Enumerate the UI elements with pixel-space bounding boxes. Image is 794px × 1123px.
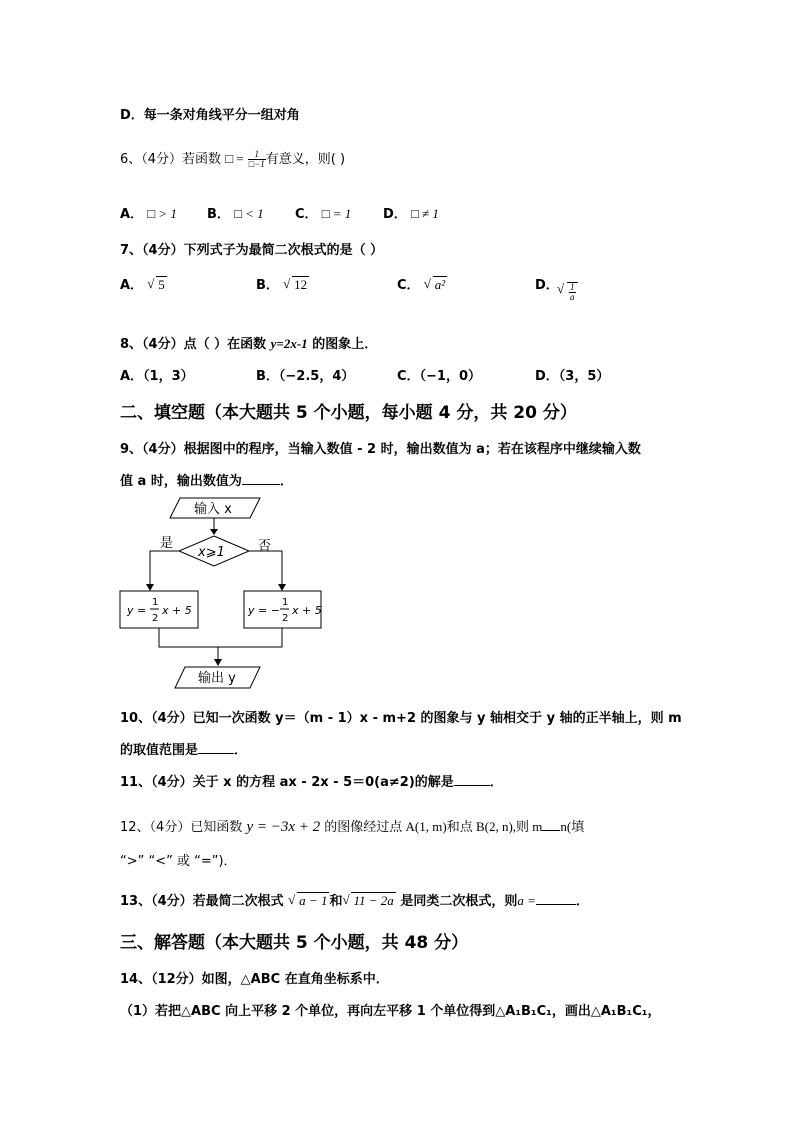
q13-prefix: 13、（4分）若最简二次根式 bbox=[120, 894, 284, 909]
q9-line2 bbox=[120, 470, 293, 489]
q7-a-sqrt bbox=[147, 277, 167, 293]
q8-stem bbox=[120, 333, 377, 352]
q9-line2-text: 值 a 时，输出数值为 bbox=[120, 474, 242, 489]
q12-line2: “>” “<” 或 “=”)． bbox=[120, 854, 237, 869]
q6-option-c-label: C． bbox=[295, 207, 318, 222]
q14-part1: （1）若把△ABC 向上平移 2 个单位，再向左平移 1 个单位得到△A₁B₁C₁，画出△A₁B₁C₁， bbox=[120, 1004, 661, 1019]
q13-rad2: 11 − 2a bbox=[353, 893, 394, 908]
q13-sqrt1 bbox=[288, 893, 329, 909]
no-branch-line bbox=[249, 551, 282, 588]
q10-line2-end: ． bbox=[234, 743, 248, 758]
right-box-num: 1 bbox=[282, 597, 289, 608]
q7-d-den: a bbox=[570, 292, 575, 302]
right-box-rhs: x + 5 bbox=[292, 604, 322, 617]
q9-answer-blank bbox=[242, 472, 280, 485]
q13-rad1: a − 1 bbox=[299, 893, 328, 908]
left-box-rhs: x + 5 bbox=[162, 604, 192, 617]
left-box-lhs: y = bbox=[127, 604, 147, 617]
q6-option-d bbox=[383, 203, 439, 222]
q6-func-lhs: □ = bbox=[225, 151, 244, 166]
q9-line2-end: ． bbox=[279, 474, 293, 489]
merge-line bbox=[159, 628, 282, 647]
left-box-den: 2 bbox=[152, 613, 159, 624]
q7-option-c bbox=[397, 274, 447, 293]
q13-answer-blank bbox=[536, 892, 576, 905]
q13-sqrt2 bbox=[342, 893, 395, 909]
no-label: 否 bbox=[258, 539, 272, 554]
q6-option-b-label: B． bbox=[207, 207, 230, 222]
q14-stem: 14、（12分）如图，△ABC 在直角坐标系中． bbox=[120, 972, 389, 987]
right-box-den: 2 bbox=[282, 613, 289, 624]
q10-line1: 10、（4分）已知一次函数 y＝（m - 1）x - m+2 的图象与 y 轴相交于 y 轴的正半轴上，则 m bbox=[120, 711, 682, 726]
right-box-lhs: y = − bbox=[248, 604, 280, 617]
input-label: 输入 x bbox=[194, 502, 232, 517]
q10-line2-text: 的取值范围是 bbox=[120, 743, 199, 758]
q8-option-d: D．（3，5） bbox=[535, 369, 610, 384]
q8-function: y=2x-1 bbox=[270, 336, 308, 351]
q7-option-b bbox=[256, 274, 309, 293]
q12-function: y = −3x + 2 bbox=[246, 819, 321, 835]
yes-branch-line bbox=[150, 551, 179, 588]
q12-answer-blank bbox=[542, 818, 560, 831]
q6-option-c bbox=[295, 203, 351, 222]
q7-d-sqrt-symbol bbox=[557, 282, 578, 302]
q6-option-a-label: A． bbox=[120, 207, 144, 222]
q7-a-radicand: 5 bbox=[158, 277, 165, 292]
arrow-head-no bbox=[278, 584, 286, 591]
q7-c-sqrt bbox=[424, 277, 447, 293]
q7-b-label: B． bbox=[256, 278, 279, 293]
q7-c-label: C． bbox=[397, 278, 420, 293]
section3-title: 三、解答题（本大题共 5 个小题，共 48 分） bbox=[120, 933, 469, 953]
q7-b-sqrt bbox=[283, 277, 309, 293]
q12-end: n(填 bbox=[560, 819, 585, 834]
q6-frac-num: 1 bbox=[248, 150, 266, 160]
q6-fraction bbox=[248, 150, 266, 169]
q7-option-d bbox=[535, 274, 559, 293]
q8-option-a: A．（1，3） bbox=[120, 369, 194, 384]
yes-label: 是 bbox=[160, 536, 174, 551]
q11-answer-blank bbox=[454, 773, 490, 786]
q7-d-label: D． bbox=[535, 278, 559, 293]
left-box-num: 1 bbox=[152, 597, 159, 608]
q7-d-sqrt bbox=[557, 282, 578, 302]
q10-answer-blank bbox=[198, 741, 234, 754]
q7-b-radicand: 12 bbox=[294, 277, 308, 292]
q13-suffix: 是同类二次根式，则 bbox=[400, 894, 518, 909]
q9-line1: 9、（4分）根据图中的程序，当输入数值 - 2 时，输出数值为 a；若在该程序中继续输入数 bbox=[120, 442, 641, 457]
q12-prefix: 12、（4分）已知函数 bbox=[120, 820, 243, 835]
q6-prefix: 6、（4分）若函数 bbox=[120, 152, 222, 167]
q7-a-label: A． bbox=[120, 278, 144, 293]
q6-option-b bbox=[207, 203, 264, 222]
output-label: 输出 y bbox=[198, 671, 236, 686]
q6-suffix: 有意义，则( ) bbox=[265, 152, 346, 167]
q8-stem-c: 的图象上． bbox=[312, 337, 378, 352]
q6-option-d-value: □ ≠ 1 bbox=[410, 206, 439, 221]
q8-option-b: B．（−2.5，4） bbox=[256, 369, 355, 384]
q11 bbox=[120, 771, 503, 790]
q7-d-fraction bbox=[569, 283, 576, 302]
q8-option-c: C．（−1，0） bbox=[397, 369, 482, 384]
q13-mid: 和 bbox=[329, 894, 343, 909]
q6-option-d-label: D． bbox=[383, 207, 407, 222]
q8-stem-a: 8、（4分）点（ ）在函数 bbox=[120, 337, 267, 352]
q7-stem: 7、（4分）下列式子为最简二次根式的是（ ） bbox=[120, 243, 384, 258]
q12-line1 bbox=[120, 816, 584, 836]
q6-frac-den: □−1 bbox=[248, 159, 265, 169]
arrow-head-output bbox=[214, 659, 222, 666]
q9-flowchart bbox=[110, 492, 340, 692]
q13-var: a = bbox=[517, 893, 536, 908]
q13-end: ． bbox=[575, 894, 589, 909]
q6-option-a-value: □ > 1 bbox=[147, 206, 177, 221]
arrow-head-1 bbox=[210, 529, 218, 535]
q11-text: 11、（4分）关于 x 的方程 ax - 2x - 5＝0(a≠2)的解是 bbox=[120, 775, 454, 790]
q6-option-a bbox=[120, 203, 177, 222]
q12-middle: 的图像经过点 A(1, m)和点 B(2, n),则 m bbox=[324, 819, 543, 834]
arrow-head-yes bbox=[146, 584, 154, 591]
q10-line2 bbox=[120, 739, 247, 758]
q7-c-radicand: a² bbox=[434, 277, 446, 292]
q7-option-a bbox=[120, 274, 167, 293]
condition-label: x⩾1 bbox=[198, 545, 225, 560]
q13 bbox=[120, 890, 589, 909]
q6-stem bbox=[120, 148, 345, 169]
q7-d-num: √ 1 bbox=[570, 282, 575, 292]
q6-option-c-value: □ = 1 bbox=[321, 206, 352, 221]
q11-end: ． bbox=[489, 775, 503, 790]
section2-title: 二、填空题（本大题共 5 个小题，每小题 4 分，共 20 分） bbox=[120, 403, 577, 423]
q6-option-b-value: □ < 1 bbox=[234, 206, 264, 221]
q5-option-d: D．每一条对角线平分一组对角 bbox=[120, 108, 300, 123]
